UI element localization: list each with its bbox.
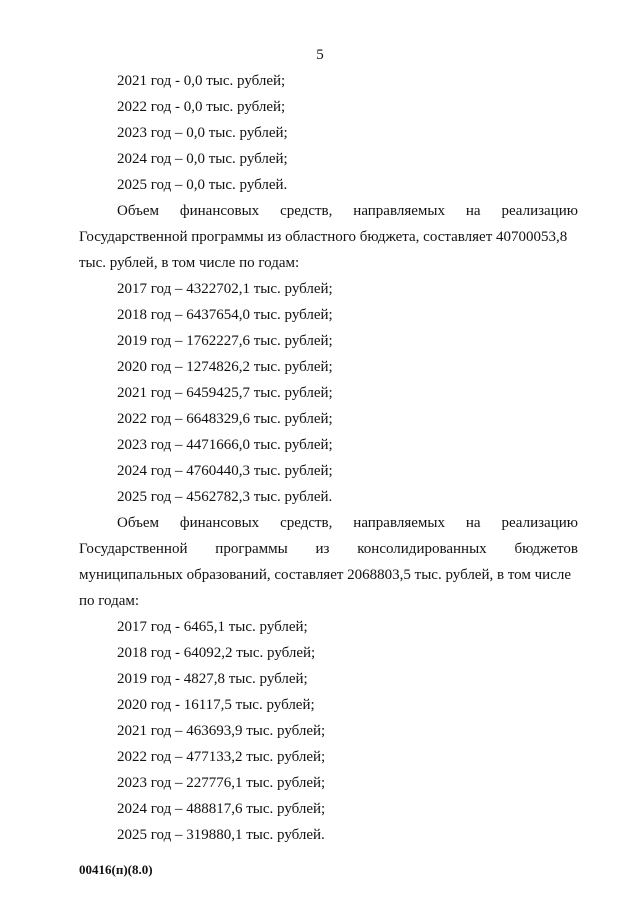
page-number: 5: [316, 47, 324, 63]
word: направляемых: [353, 203, 445, 219]
list-item: 2021 год – 463693,9 тыс. рублей;: [117, 723, 326, 739]
word: финансовых: [179, 203, 260, 219]
word: на: [465, 203, 481, 219]
word: бюджетов: [514, 541, 578, 557]
list-item: 2019 год – 1762227,6 тыс. рублей;: [117, 333, 333, 349]
list-item: 2020 год – 1274826,2 тыс. рублей;: [117, 359, 333, 375]
list-item: 2024 год – 488817,6 тыс. рублей;: [117, 801, 326, 817]
list-item: 2025 год – 319880,1 тыс. рублей.: [117, 827, 325, 843]
word: программы: [215, 541, 288, 557]
word: Объем: [117, 515, 159, 531]
word: из: [315, 541, 330, 557]
list-item: 2018 год – 6437654,0 тыс. рублей;: [117, 307, 333, 323]
list-item: 2023 год – 0,0 тыс. рублей;: [117, 125, 288, 141]
list-item: 2023 год – 4471666,0 тыс. рублей;: [117, 437, 333, 453]
list-item: 2021 год - 0,0 тыс. рублей;: [117, 73, 286, 89]
document-code-footer: 00416(п)(8.0): [79, 862, 153, 877]
word: Государственной: [79, 541, 188, 557]
list-item: 2018 год - 64092,2 тыс. рублей;: [117, 645, 316, 661]
word: финансовых: [179, 515, 260, 531]
list-item: 2017 год - 6465,1 тыс. рублей;: [117, 619, 308, 635]
list-item: 2024 год – 0,0 тыс. рублей;: [117, 151, 288, 167]
paragraph-line: муниципальных образований, составляет 2068803,5 тыс. рублей, в том числе: [79, 567, 572, 583]
word: на: [465, 515, 481, 531]
list-item: 2025 год – 0,0 тыс. рублей.: [117, 177, 288, 193]
paragraph-line: тыс. рублей, в том числе по годам:: [79, 255, 300, 271]
word: реализацию: [501, 515, 578, 531]
word: средств,: [280, 515, 333, 531]
list-item: 2025 год – 4562782,3 тыс. рублей.: [117, 489, 333, 505]
list-item: 2022 год – 477133,2 тыс. рублей;: [117, 749, 326, 765]
paragraph-line: Государственной программы из областного бюджета, составляет 40700053,8: [79, 229, 568, 245]
word: средств,: [280, 203, 333, 219]
word: Объем: [117, 203, 159, 219]
list-item: 2017 год – 4322702,1 тыс. рублей;: [117, 281, 333, 297]
list-item: 2019 год - 4827,8 тыс. рублей;: [117, 671, 308, 687]
list-item: 2022 год – 6648329,6 тыс. рублей;: [117, 411, 333, 427]
list-item: 2024 год – 4760440,3 тыс. рублей;: [117, 463, 333, 479]
word: направляемых: [353, 515, 445, 531]
word: консолидированных: [357, 541, 487, 557]
paragraph-line: по годам:: [79, 593, 140, 609]
list-item: 2021 год – 6459425,7 тыс. рублей;: [117, 385, 333, 401]
list-item: 2022 год - 0,0 тыс. рублей;: [117, 99, 286, 115]
list-item: 2020 год - 16117,5 тыс. рублей;: [117, 697, 315, 713]
list-item: 2023 год – 227776,1 тыс. рублей;: [117, 775, 326, 791]
word: реализацию: [501, 203, 578, 219]
